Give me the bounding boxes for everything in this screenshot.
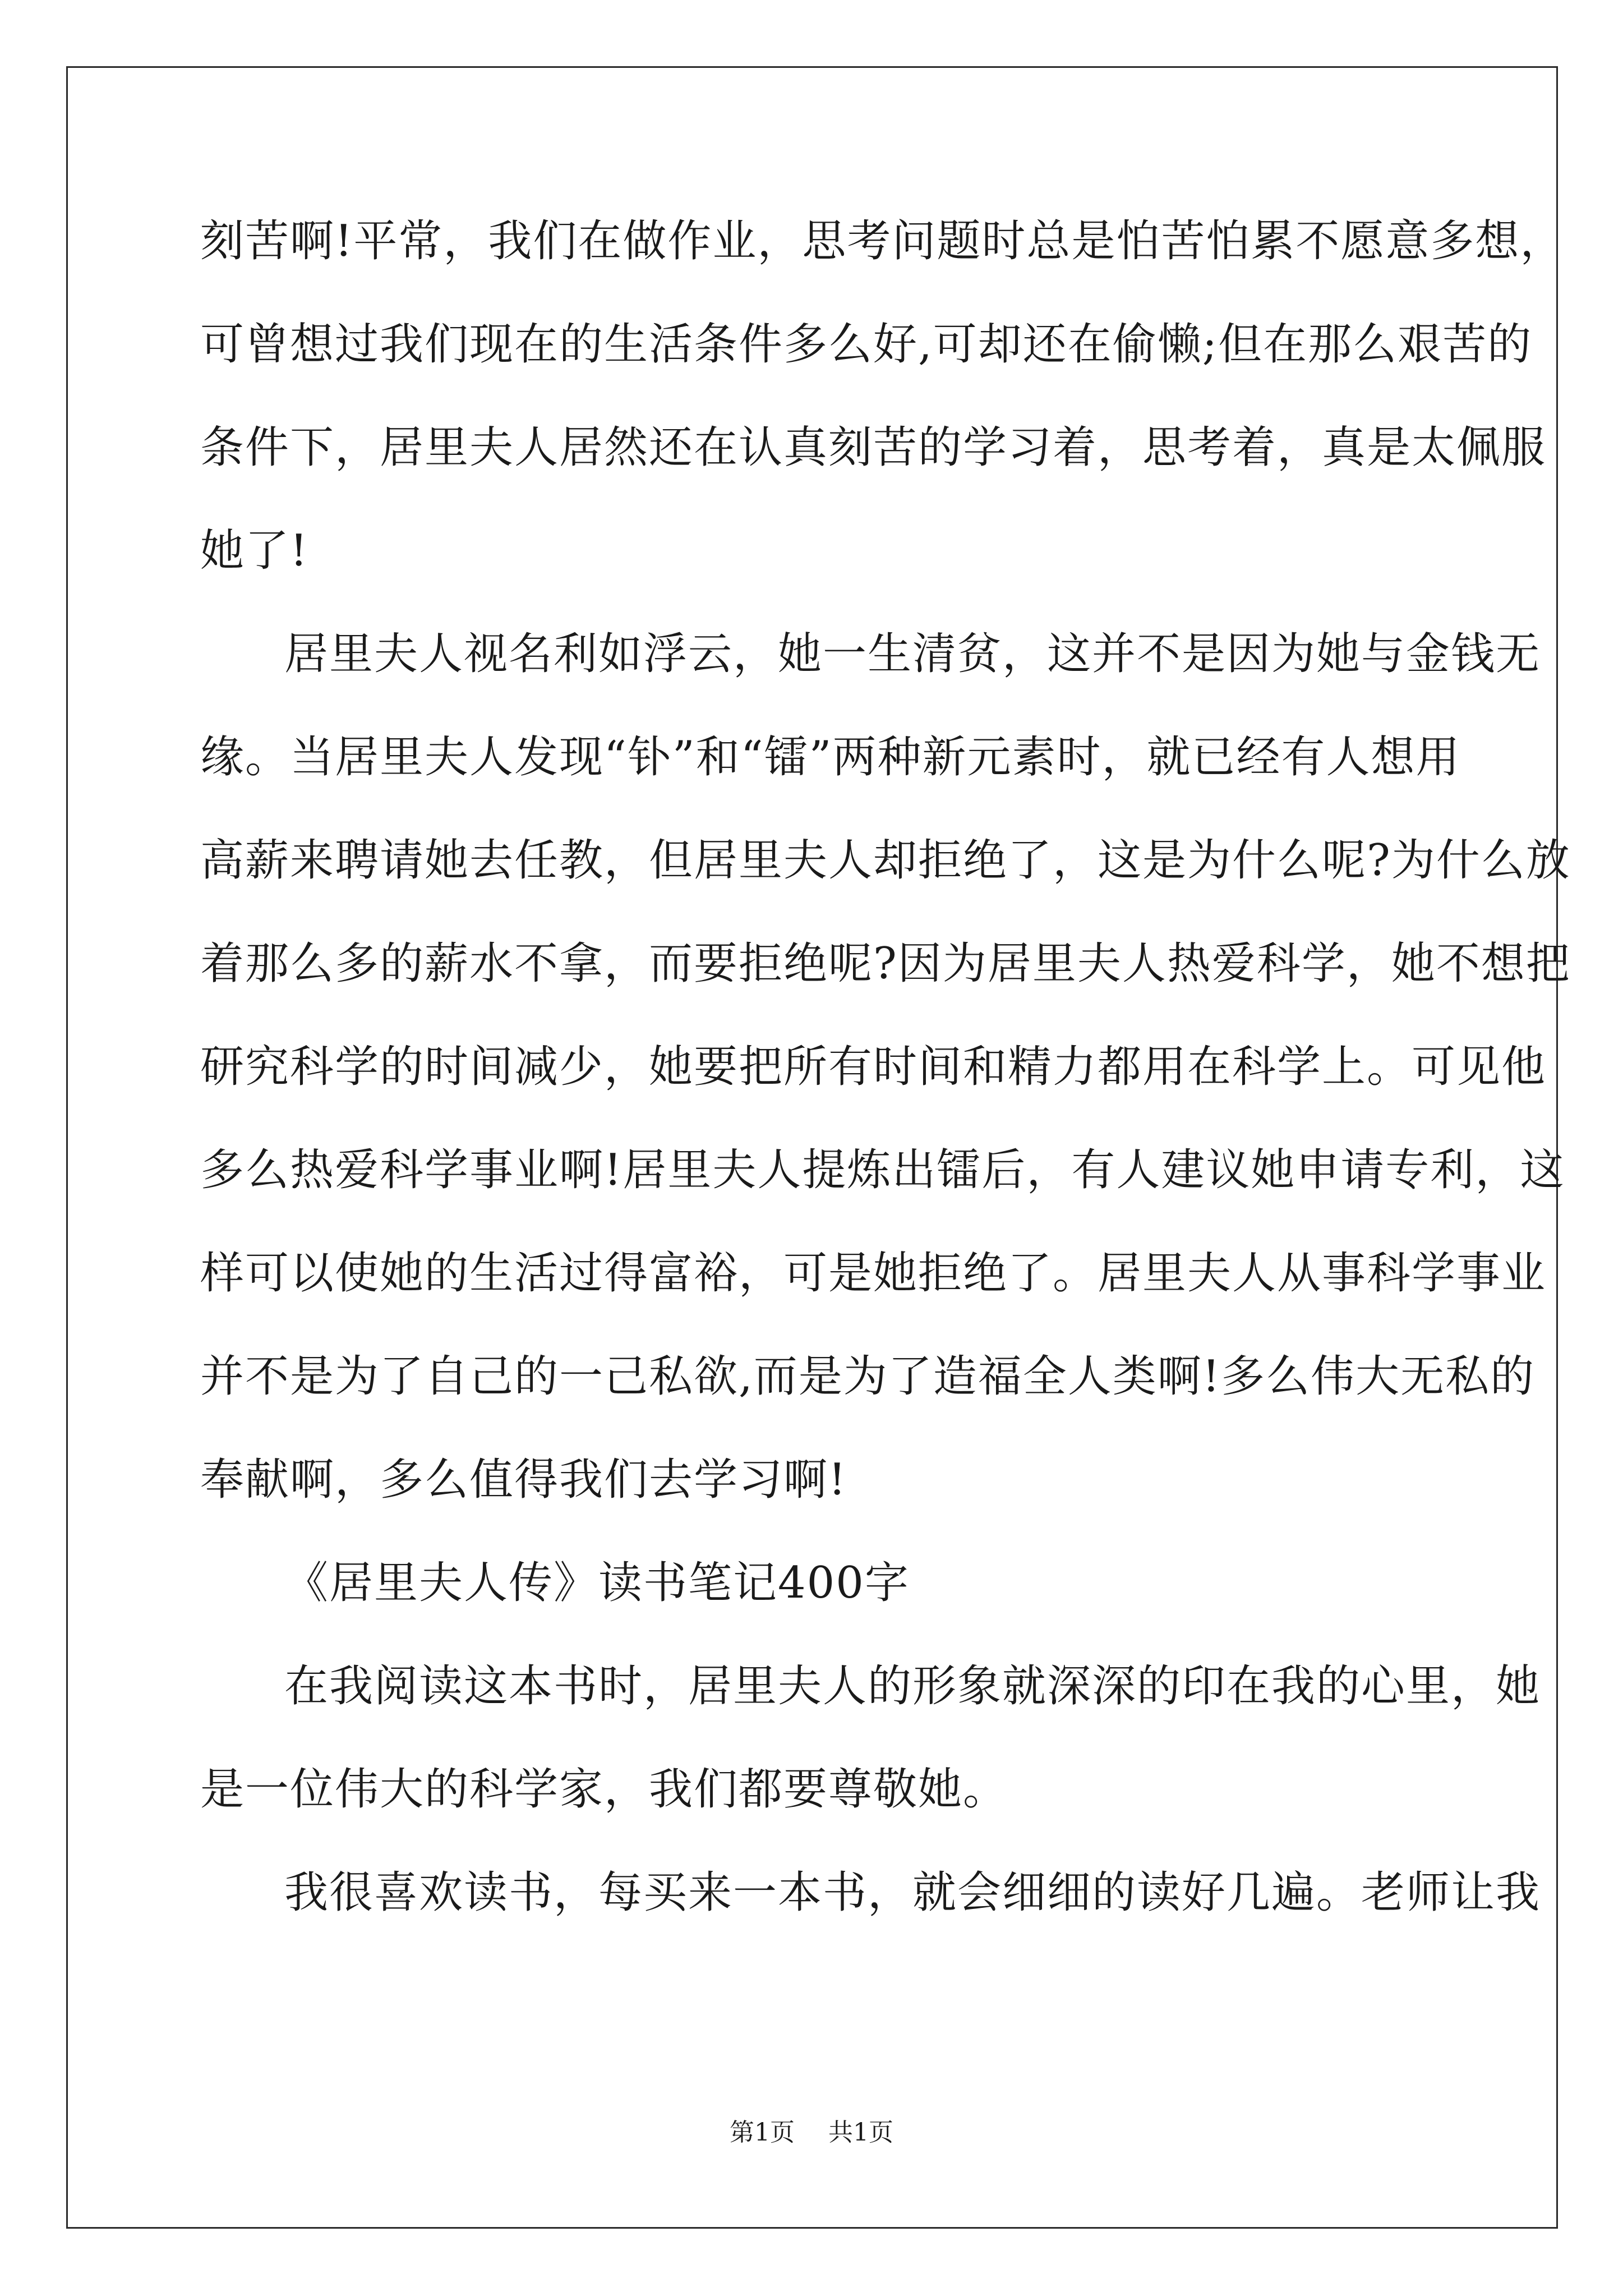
text-line: 居里夫人视名利如浮云，她一生清贫，这并不是因为她与金钱无 bbox=[284, 629, 1541, 679]
text-line: 在我阅读这本书时，居里夫人的形象就深深的印在我的心里，她 bbox=[284, 1661, 1541, 1711]
text-line: 样可以使她的生活过得富裕，可是她拒绝了。居里夫人从事科学事业 bbox=[200, 1248, 1547, 1299]
section-heading: 《居里夫人传》读书笔记400字 bbox=[284, 1558, 910, 1608]
page-footer bbox=[0, 2116, 1623, 2150]
text-line: 是一位伟大的科学家，我们都要尊敬她。 bbox=[200, 1764, 1008, 1815]
text-line: 多么热爱科学事业啊!居里夫人提炼出镭后，有人建议她申请专利，这 bbox=[200, 1145, 1565, 1195]
total-pages-label: 共1页 bbox=[828, 2118, 893, 2147]
text-line: 缘。当居里夫人发现“钋”和“镭”两种新元素时，就已经有人想用 bbox=[200, 732, 1461, 783]
text-line: 我很喜欢读书，每买来一本书，就会细细的读好几遍。老师让我 bbox=[284, 1867, 1541, 1918]
text-line: 她了! bbox=[200, 526, 309, 576]
text-line: 着那么多的薪水不拿，而要拒绝呢?因为居里夫人热爱科学，她不想把 bbox=[200, 938, 1571, 989]
text-line: 奉献啊，多么值得我们去学习啊! bbox=[200, 1455, 847, 1505]
text-line: 研究科学的时间减少，她要把所有时间和精力都用在科学上。可见他 bbox=[200, 1042, 1547, 1092]
text-line: 可曾想过我们现在的生活条件多么好,可却还在偷懒;但在那么艰苦的 bbox=[200, 319, 1533, 370]
text-line: 高薪来聘请她去任教，但居里夫人却拒绝了，这是为什么呢?为什么放 bbox=[200, 835, 1571, 886]
current-page-label: 第1页 bbox=[730, 2118, 795, 2147]
text-line: 条件下，居里夫人居然还在认真刻苦的学习着，思考着，真是太佩服 bbox=[200, 422, 1547, 473]
text-line: 并不是为了自己的一己私欲,而是为了造福全人类啊!多么伟大无私的 bbox=[200, 1351, 1536, 1402]
text-line: 刻苦啊!平常，我们在做作业，思考问题时总是怕苦怕累不愿意多想， bbox=[200, 216, 1565, 266]
